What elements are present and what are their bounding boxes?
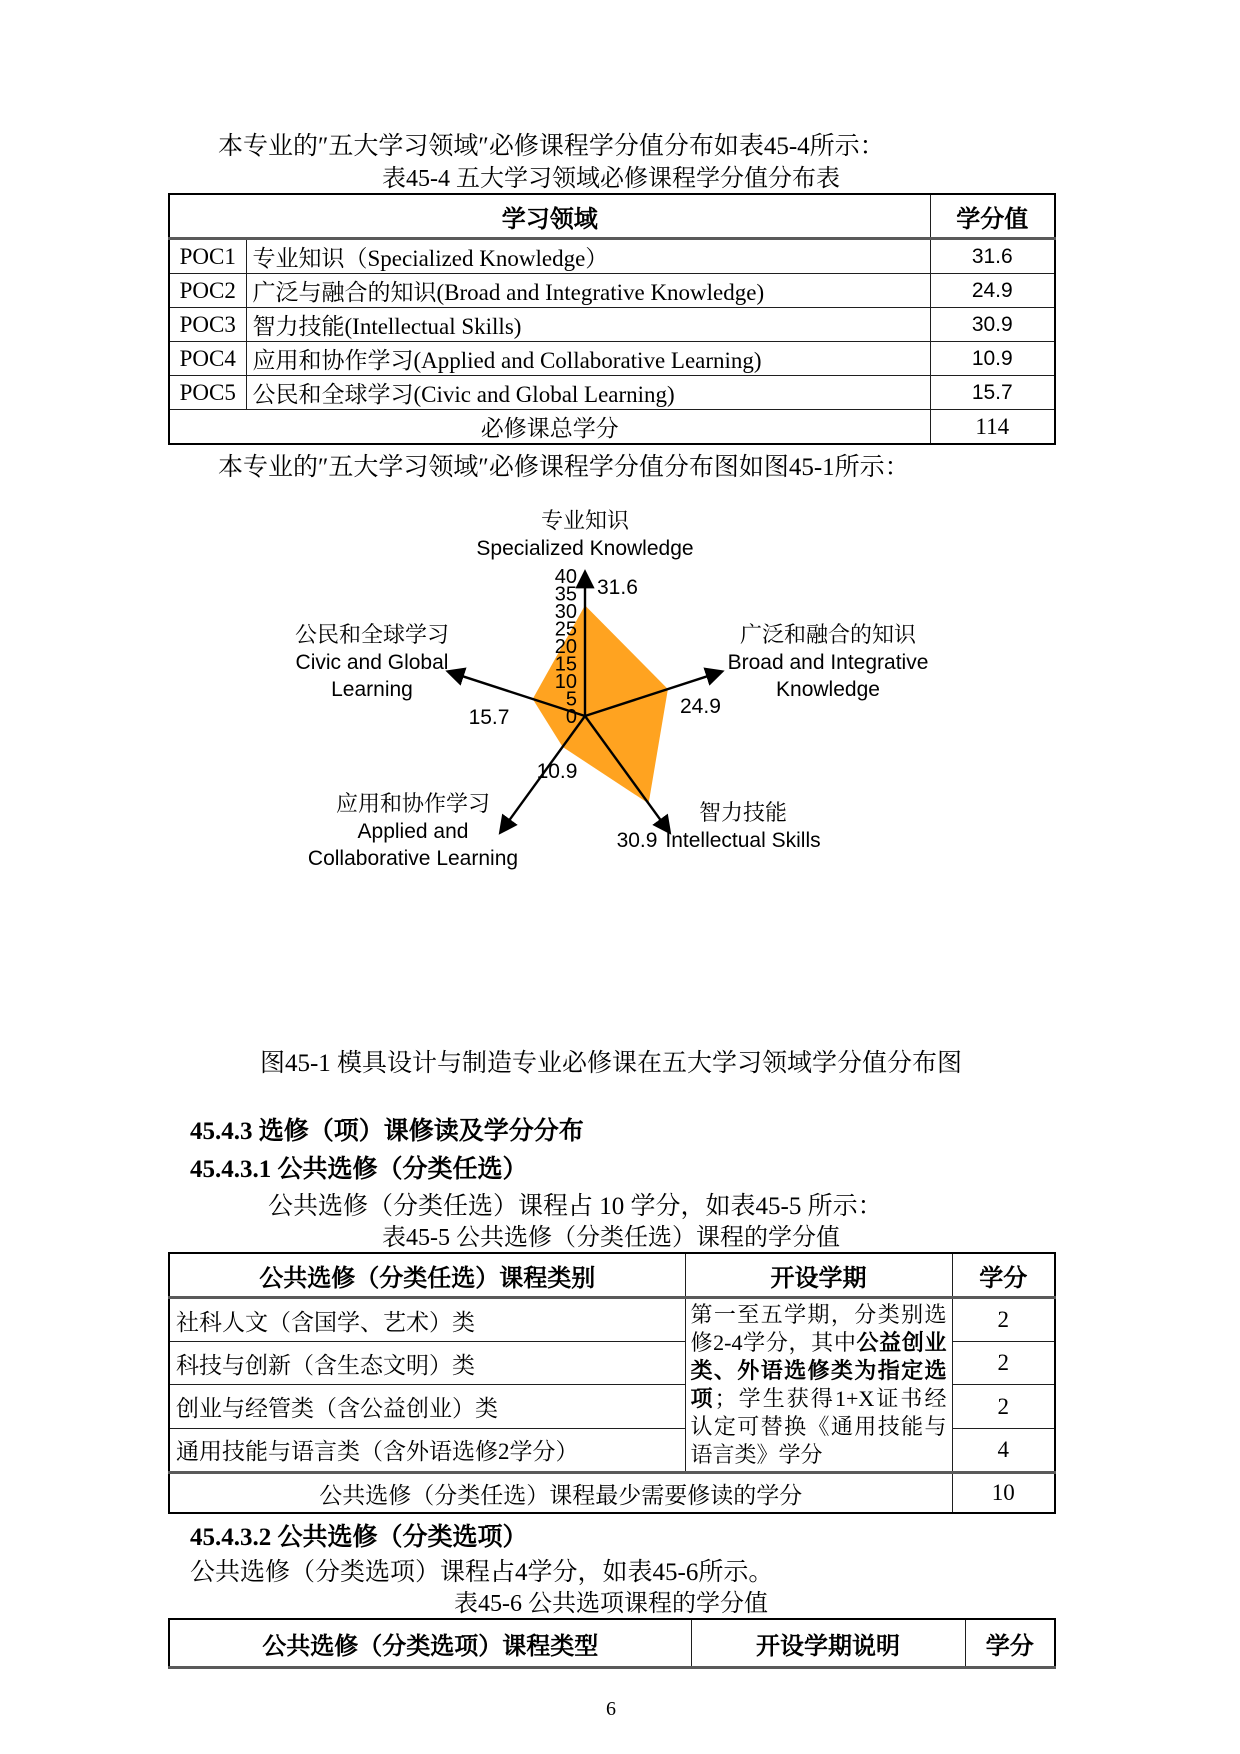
t45-category: 创业与经管类（含公益创业）类 (169, 1385, 685, 1428)
t45-header-semester: 开设学期 (685, 1253, 952, 1298)
radar-value-label: 24.9 (680, 695, 721, 718)
intro-paragraph-figure: 本专业的″五大学习领域″必修课程学分值分布图如图45-1所示： (218, 454, 910, 481)
t45-credit: 2 (952, 1342, 1055, 1385)
t44-value: 24.9 (930, 274, 1055, 308)
paragraph-elective-4-credits: 公共选修（分类选项）课程占4学分，如表45-6所示。 (190, 1559, 774, 1586)
table-45-5-caption: 表45-5 公共选修（分类任选）课程的学分值 (382, 1225, 840, 1251)
radar-tick-label: 35 (554, 583, 577, 606)
t45-category: 社科人文（含国学、艺术）类 (169, 1298, 685, 1342)
radar-category-label: Specialized Knowledge (476, 537, 694, 560)
t44-header-credit: 学分值 (930, 194, 1055, 239)
t45-category: 科技与创新（含生态文明）类 (169, 1342, 685, 1385)
section-heading-4543: 45.4.3 选修（项）课修读及学分分布 (190, 1118, 584, 1145)
table-45-5 (168, 1252, 1056, 1514)
paragraph-elective-10-credits: 公共选修（分类任选）课程占 10 学分，如表45-5 所示： (268, 1193, 883, 1220)
t44-name: 智力技能(Intellectual Skills) (246, 308, 930, 342)
t44-value: 31.6 (930, 239, 1055, 274)
radar-category-label: 应用和协作学习 (335, 791, 491, 816)
radar-category-label: Intellectual Skills (665, 829, 821, 852)
radar-category-label: 智力技能 (698, 800, 788, 825)
radar-chart (280, 506, 960, 906)
radar-tick-label: 5 (565, 688, 577, 711)
t44-name: 广泛与融合的知识(Broad and Integrative Knowledge) (246, 274, 930, 308)
table-45-4 (168, 193, 1056, 445)
table-45-6 (168, 1618, 1056, 1669)
t46-header-credit: 学分 (965, 1619, 1055, 1668)
table-row (169, 1619, 1055, 1668)
radar-tick-label: 40 (554, 566, 577, 588)
radar-category-label: Civic and Global (295, 651, 449, 674)
t45-header-category: 公共选修（分类任选）课程类别 (169, 1253, 685, 1298)
t44-poc: POC5 (169, 376, 246, 410)
radar-value-label: 30.9 (616, 829, 658, 852)
radar-tick-label: 15 (554, 653, 577, 676)
semester-note-seg1: 第一至五学期，分类别选修2-4学分，其中 (690, 1302, 947, 1355)
t44-value: 10.9 (930, 342, 1055, 376)
t44-value: 15.7 (930, 376, 1055, 410)
table-row (169, 194, 1055, 239)
t44-value: 30.9 (930, 308, 1055, 342)
radar-category-label: Broad and Integrative (727, 651, 929, 674)
radar-tick-label: 25 (554, 618, 577, 641)
t45-header-credit: 学分 (952, 1253, 1055, 1298)
t45-total-value: 10 (952, 1473, 1055, 1514)
t44-name: 应用和协作学习(Applied and Collaborative Learning) (246, 342, 930, 376)
t44-total-label: 必修课总学分 (169, 410, 930, 445)
radar-category-label: 公民和全球学习 (294, 622, 450, 647)
section-heading-45431: 45.4.3.1 公共选修（分类任选） (190, 1156, 528, 1183)
table-row (169, 308, 1055, 342)
radar-tick-label: 30 (554, 601, 577, 623)
t44-total-value: 114 (930, 410, 1055, 445)
table-total-row (169, 410, 1055, 445)
semester-note-seg3: ；学生获得1+X证书经认定可替换《通用技能与语言类》学分 (690, 1386, 947, 1467)
radar-category-label: Collaborative Learning (307, 847, 519, 870)
radar-category-label: 专业知识 (540, 508, 630, 533)
section-heading-45432: 45.4.3.2 公共选修（分类选项） (190, 1524, 528, 1551)
t44-poc: POC1 (169, 239, 246, 274)
radar-category-label: Learning (331, 678, 413, 701)
radar-category-label: Applied and (357, 820, 469, 843)
figure-45-1-caption: 图45-1 模具设计与制造专业必修课在五大学习领域学分值分布图 (259, 1050, 963, 1077)
radar-value-label: 15.7 (468, 706, 510, 729)
t45-credit: 4 (952, 1428, 1055, 1472)
radar-value-label: 31.6 (597, 576, 638, 599)
table-row (169, 239, 1055, 274)
intro-paragraph-table: 本专业的″五大学习领域″必修课程学分值分布如表45-4所示： (218, 133, 885, 160)
table-row (169, 376, 1055, 410)
radar-chart-svg (280, 506, 960, 906)
t44-header-domain: 学习领域 (169, 194, 930, 239)
table-45-6-caption: 表45-6 公共选项课程的学分值 (454, 1591, 768, 1617)
t45-total-label: 公共选修（分类任选）课程最少需要修读的学分 (169, 1473, 952, 1514)
semester-note-seg2: 公益创业类、外语选修类为指定选项 (690, 1330, 947, 1411)
radar-tick-label: 10 (554, 671, 577, 693)
t46-header-semester: 开设学期说明 (691, 1619, 965, 1668)
page-number: 6 (606, 1698, 616, 1720)
table-row (169, 1253, 1055, 1298)
radar-tick-label: 20 (554, 636, 577, 658)
radar-category-label: Knowledge (776, 678, 880, 701)
t45-semester-note (685, 1298, 952, 1473)
radar-tick-label: 0 (565, 706, 577, 728)
t45-credit: 2 (952, 1298, 1055, 1342)
t45-credit: 2 (952, 1385, 1055, 1428)
t44-poc: POC2 (169, 274, 246, 308)
t44-name: 专业知识（Specialized Knowledge） (246, 239, 930, 274)
t46-header-category: 公共选修（分类选项）课程类型 (169, 1619, 691, 1668)
t44-poc: POC4 (169, 342, 246, 376)
table-row (169, 1298, 1055, 1342)
t44-poc: POC3 (169, 308, 246, 342)
radar-category-label: 广泛和融合的知识 (739, 622, 917, 647)
table-row (169, 342, 1055, 376)
table-45-4-caption: 表45-4 五大学习领域必修课程学分值分布表 (382, 166, 840, 192)
table-row (169, 274, 1055, 308)
t44-name: 公民和全球学习(Civic and Global Learning) (246, 376, 930, 410)
t45-category: 通用技能与语言类（含外语选修2学分） (169, 1428, 685, 1472)
radar-value-label: 10.9 (536, 760, 578, 783)
table-total-row (169, 1473, 1055, 1514)
